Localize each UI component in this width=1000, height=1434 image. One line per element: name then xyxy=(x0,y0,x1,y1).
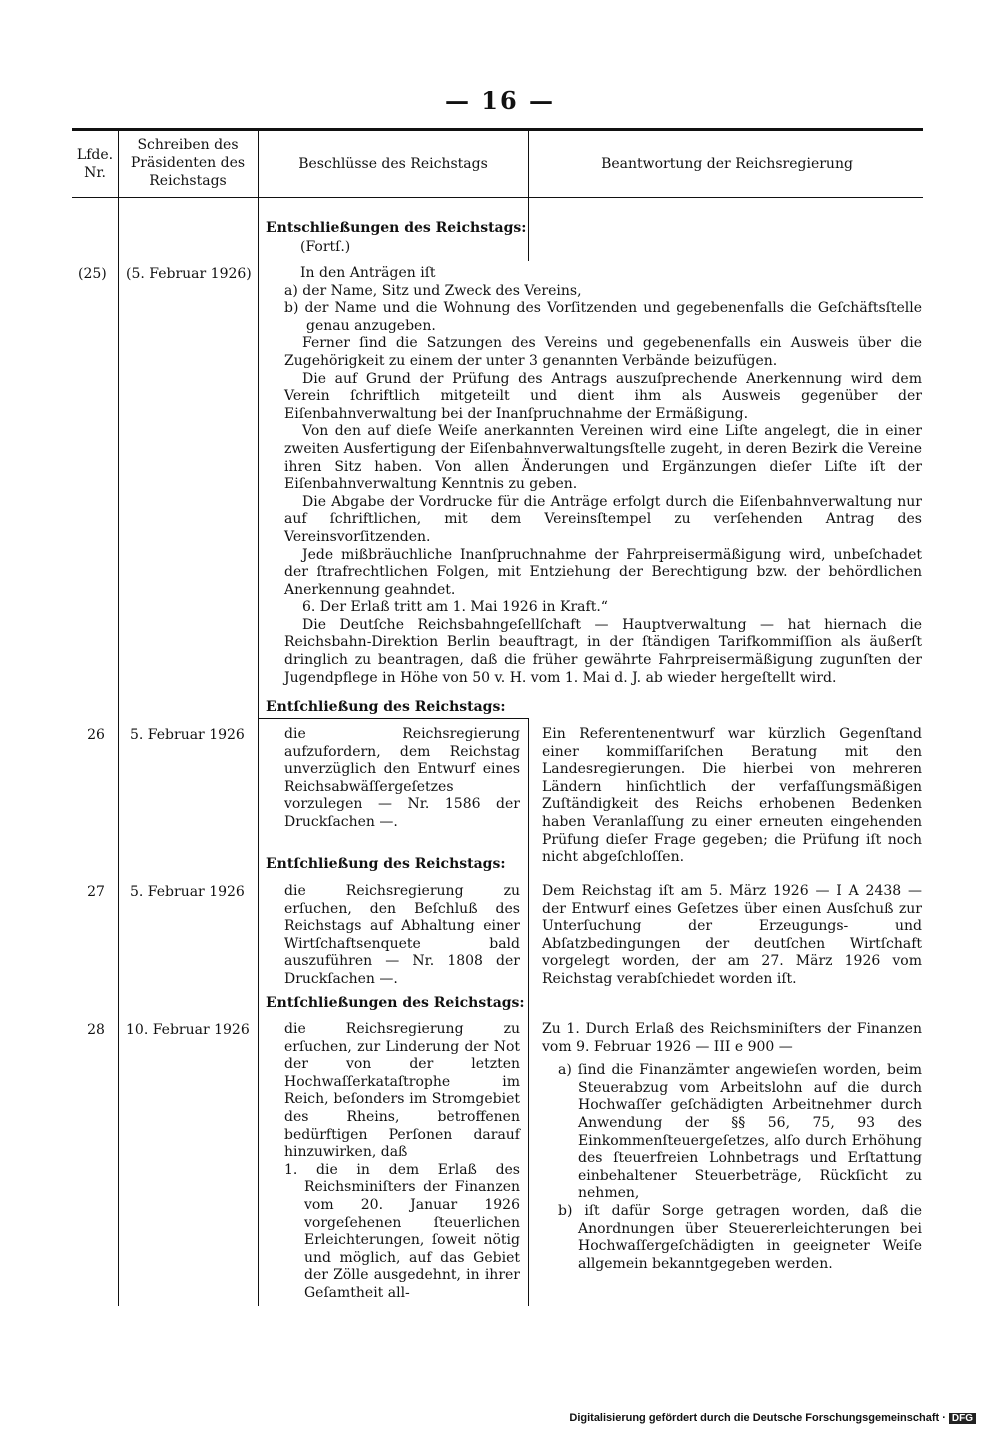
row26-beschluss: die Reichsregierung aufzufordern, dem Reichstag unverzüglich den Entwurf eines Reichsabwäſſergeſetzes vorzulegen — Nr. 1586 der Druckſachen —. xyxy=(284,726,520,830)
row-number-28: 28 xyxy=(87,1022,105,1038)
row-date-27: 5. Februar 1926 xyxy=(130,884,245,900)
row25-text xyxy=(284,265,922,687)
row-date-26: 5. Februar 1926 xyxy=(130,727,245,743)
header-lfde-nr: Lfde. Nr. xyxy=(76,147,114,181)
row28-beschluss xyxy=(284,1021,520,1303)
row25-para-1: Ferner ſind die Satzungen des Vereins und gegebenenfalls ein Ausweis über die Zugehörigkeit zu einem der unter 3 genannten Verbände beizufügen. xyxy=(284,335,922,369)
continued-marker: (Fortſ.) xyxy=(300,239,351,255)
row25-intro: In den Anträgen iſt xyxy=(300,265,436,281)
row28-antwort xyxy=(542,1021,922,1273)
header-beantwortung: Beantwortung der Reichsregierung xyxy=(601,156,853,172)
row27-beschluss: die Reichsregierung zu erſuchen, den Beſchluß des Reichstags auf Abhaltung einer Wirtſchaftsenquete bald auszuführen — Nr. 1808 der Druckſachen —. xyxy=(284,883,520,987)
row25-para-2: Die auf Grund der Prüfung des Antrags auszuſprechende Anerkennung wird dem Verein ſchriftlich mitgeteilt und dient ihm als Ausweis gegenüber der Eiſenbahnverwaltung bei der Inanſpruchnahme der Ermäßigung. xyxy=(284,370,922,422)
row25-para-3: Von den auf dieſe Weiſe anerkannten Vereinen wird eine Liſte angelegt, die in einer zweiten Ausfertigung der Eiſenbahnverwaltungsſtelle zugeht, in deren Bezirk die Vereine ihren Sitz haben. Von allen Änderungen und Ergänzungen dieſer Liſte iſt der Eiſenbahnverwaltung Kenntnis zu geben. xyxy=(284,423,922,493)
section-heading-26: Entſchließung des Reichstags: xyxy=(266,699,506,715)
row-rule-26 xyxy=(258,718,528,719)
row25-para-5: Jede mißbräuchliche Inanſpruchnahme der Fahrpreisermäßigung wird, unbeſchadet der ſtrafrechtlichen Folgen, mit Entziehung der Berechtigung bzw. der behördlichen Anerkennung geahndet. xyxy=(284,546,922,598)
row-date-25: (5. Februar 1926) xyxy=(126,266,252,282)
row28-beschluss-item-1: 1. die in dem Erlaß des Reichsminiſters der Finanzen vom 20. Januar 1926 vorgeſehenen ſteuerlichen Erleichterungen, ſoweit nötig und möglich, auf das Gebiet der Zölle ausgedehnt, in ihrer Geſamtheit all- xyxy=(284,1161,520,1301)
row28-antwort-b: b) iſt dafür Sorge getragen worden, daß die Anordnungen über Steuererleichterungen bei Hochwaſſergeſchädigten in geeigneter Weiſe allgemein bekanntgegeben werden. xyxy=(558,1202,922,1272)
footer-text: Digitalisierung gefördert durch die Deutsche Forschungsgemeinschaft · xyxy=(569,1412,946,1424)
row25-para-6: 6. Der Erlaß tritt am 1. Mai 1926 in Kraft.“ xyxy=(302,599,608,616)
row-number-25: (25) xyxy=(78,266,107,282)
header-schreiben: Schreiben des Präsidenten des Reichstags xyxy=(130,137,246,189)
table-top-rule xyxy=(72,128,923,131)
row28-antwort-a: a) ſind die Finanzämter angewieſen worden, beim Steuerabzug vom Arbeitslohn auf die durch Hochwaſſer geſchädigten Arbeitnehmer durch Anwendung der §§ 56, 75, 93 des Einkommenſteuergeſetzes, alſo durch Erhöhung des ſteuerfreien Lohnbetrags und Erſtattung einbehaltener Steuerbeträge, Rückſicht zu nehmen, xyxy=(558,1062,922,1202)
section-heading-28: Entſchließungen des Reichstags: xyxy=(266,995,525,1011)
section-heading-27: Entſchließung des Reichstags: xyxy=(266,856,506,872)
row25-item-b: b) der Name und die Wohnung des Vorſitzenden und gegebenenfalls die Geſchäftsſtelle genau anzugeben. xyxy=(284,300,922,334)
column-rule-3-bottom xyxy=(528,718,529,1306)
row27-antwort: Dem Reichstag iſt am 5. März 1926 — I A 2438 — der Entwurf eines Geſetzes über einen Ausſchuß zur Unterſuchung der Erzeugungs- und Abſatzbedingungen der deutſchen Wirtſchaft vorgelegt worden, der am 27. März 1926 vom Reichstag verabſchiedet worden iſt. xyxy=(542,883,922,987)
dfg-logo: DFG xyxy=(949,1413,976,1424)
digitization-footer xyxy=(569,1412,976,1424)
row25-para-4: Die Abgabe der Vordrucke für die Anträge erfolgt durch die Eiſenbahnverwaltung nur auf ſchriftlichen, mit dem Vereinsſtempel zu verſehenden Antrag des Vereinsvorſitzenden. xyxy=(284,493,922,545)
header-rule xyxy=(72,197,923,198)
header-beschluesse: Beschlüsse des Reichstags xyxy=(298,156,488,172)
row-date-28: 10. Februar 1926 xyxy=(126,1022,250,1038)
row-number-27: 27 xyxy=(87,884,105,900)
row28-beschluss-intro: die Reichsregierung zu erſuchen, zur Linderung der Not der von der letzten Hochwaſſerkataſtrophe im Reich, beſonders im Stromgebiet des Rheins, betroffenen bedürftigen Perſonen darauf hinzuwirken, daß xyxy=(284,1021,520,1161)
row26-antwort: Ein Referentenentwurf war kürzlich Gegenſtand einer kommiſſariſchen Beratung mit den Landesregierungen. Die hierbei von mehreren Ländern hinſichtlich der verfaſſungsmäßigen Zuſtändigkeit des Reichs erhobenen Bedenken haben Veranlaſſung zu einer erneuten eingehenden Prüfung dieſer Frage gegeben; die Prüfung iſt noch nicht abgeſchloſſen. xyxy=(542,726,922,866)
page-number: — 16 — xyxy=(444,86,556,115)
row25-para-7: Die Deutſche Reichsbahngeſellſchaft — Hauptverwaltung — hat hiernach die Reichsbahn-Direktion Berlin beauftragt, in der ſtändigen Tarifkommiſſion als äußerſt dringlich zu beantragen, daß die früher gewährte Fahrpreisermäßigung zugunſten der Jugendpflege in Höhe von 50 v. H. vom 1. Mai d. J. ab wieder hergeſtellt wird. xyxy=(284,616,922,686)
row25-item-a: a) der Name, Sitz und Zweck des Vereins, xyxy=(284,282,582,299)
column-rule-1 xyxy=(118,131,119,1306)
column-rule-3-top xyxy=(528,131,529,261)
row-number-26: 26 xyxy=(87,727,105,743)
section-heading-25: Entschließungen des Reichstags: xyxy=(266,220,527,236)
row28-antwort-intro: Zu 1. Durch Erlaß des Reichsminiſters der Finanzen vom 9. Februar 1926 — III e 900 — xyxy=(542,1021,922,1055)
